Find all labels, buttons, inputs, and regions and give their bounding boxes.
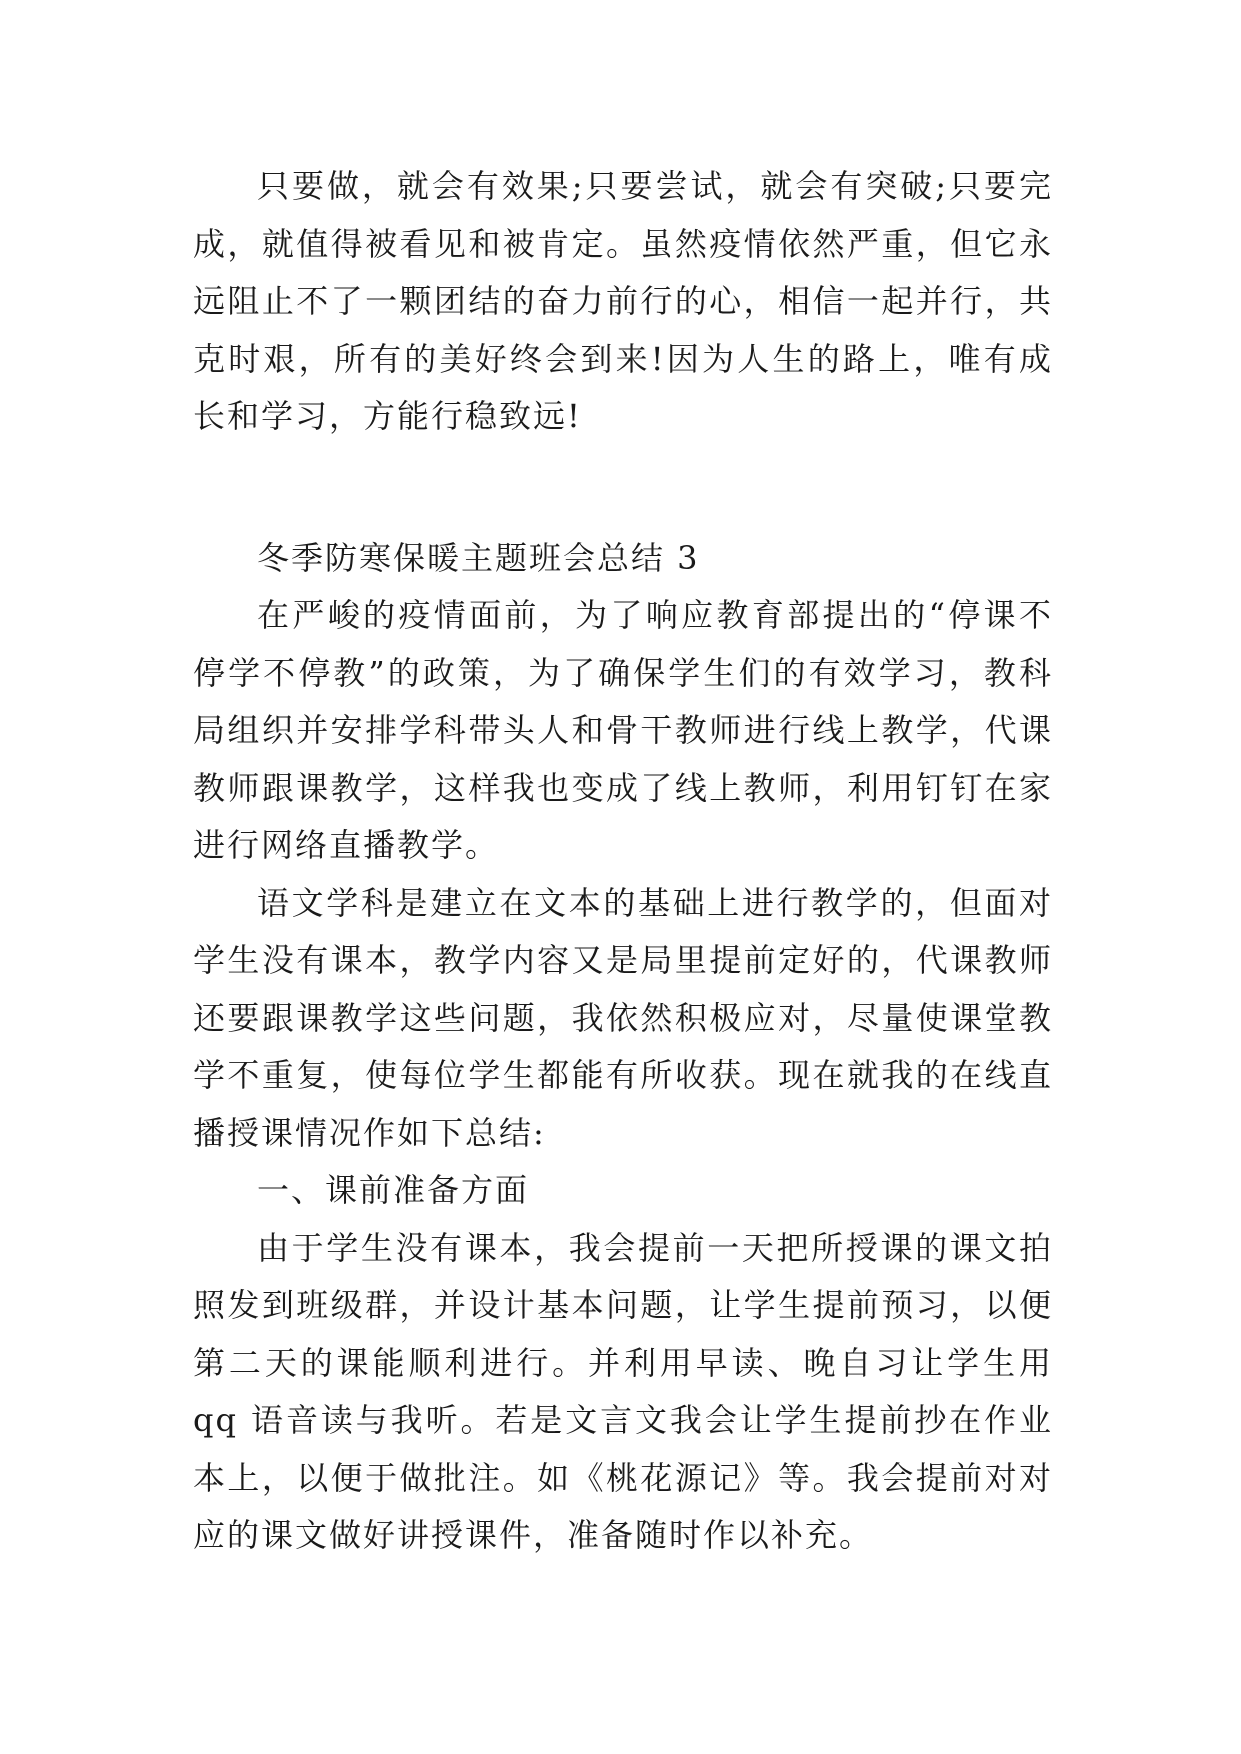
section-gap: [193, 446, 1053, 530]
closing-paragraph: 只要做，就会有效果;只要尝试，就会有突破;只要完成，就值得被看见和被肯定。虽然疫情依然严重，但它永远阻止不了一颗团结的奋力前行的心，相信一起并行，共克时艰，所有的美好终会到来!因为人生的路上，唯有成长和学习，方能行稳致远!: [193, 167, 1053, 435]
preparation-paragraph: 由于学生没有课本，我会提前一天把所授课的课文拍照发到班级群，并设计基本问题，让学生提前预习，以便第二天的课能顺利进行。并利用早读、晚自习让学生用 qq 语音读与我听。若是文言文我会让学生提前抄在作业本上，以便于做批注。如《桃花源记》等。我会提前对对应的课文做好讲授课件，准备随时作以补充。: [193, 1228, 1053, 1554]
document-body: [193, 158, 1053, 1565]
section-title: 冬季防寒保暖主题班会总结 3: [257, 538, 700, 577]
intro-paragraph: 在严峻的疫情面前，为了响应教育部提出的“停课不停学不停教”的政策，为了确保学生们的有效学习，教科局组织并安排学科带头人和骨干教师进行线上教学，代课教师跟课教学，这样我也变成了线上教师，利用钉钉在家进行网络直播教学。: [193, 596, 1053, 864]
subheading-preparation: 一、课前准备方面: [257, 1171, 530, 1209]
subject-paragraph: 语文学科是建立在文本的基础上进行教学的，但面对学生没有课本，教学内容又是局里提前定好的，代课教师还要跟课教学这些问题，我依然积极应对，尽量使课堂教学不重复，使每位学生都能有所收获。现在就我的在线直播授课情况作如下总结:: [193, 883, 1053, 1152]
